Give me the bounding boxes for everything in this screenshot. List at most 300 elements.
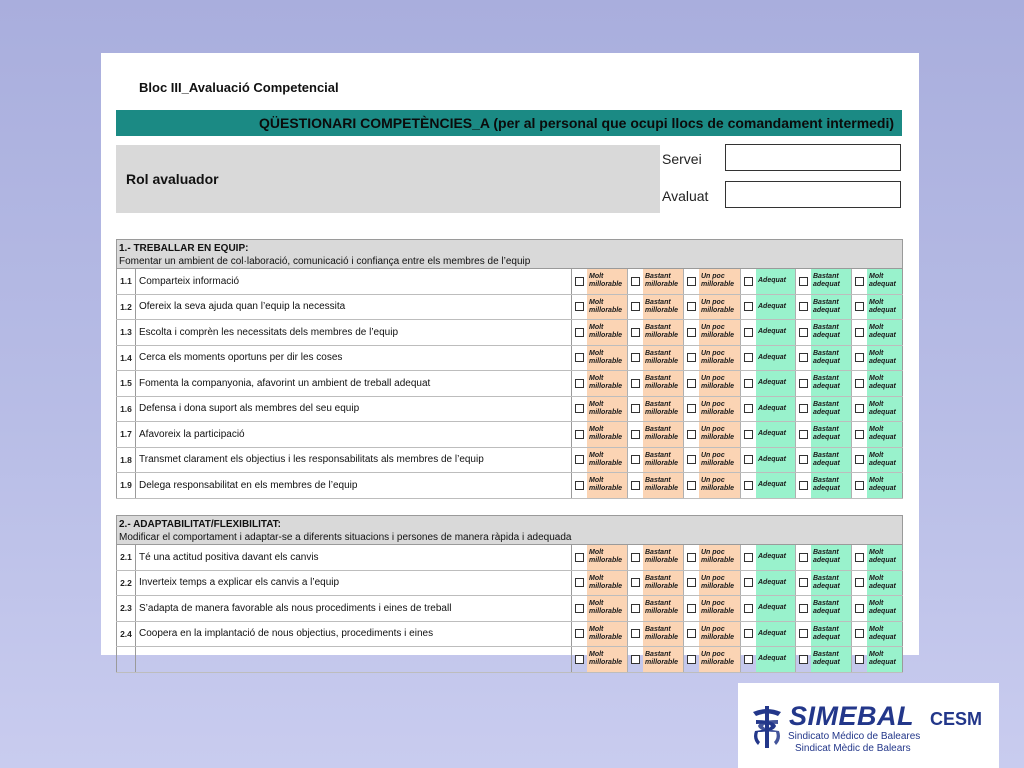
rating-option [684,371,741,396]
rating-option [628,571,684,596]
rating-label: Un poc millorable [699,622,740,647]
rating-label: Bastant millorable [643,320,683,345]
rating-checkbox[interactable] [631,302,640,311]
rating-checkbox[interactable] [855,604,864,613]
rating-checkbox[interactable] [687,404,696,413]
rating-option [741,397,796,422]
rating-option [852,473,903,498]
rating-option [628,346,684,371]
rating-label: Molt millorable [587,622,627,647]
rating-checkbox[interactable] [744,430,753,439]
rating-option [741,571,796,596]
rating-label: Bastant millorable [643,448,683,473]
rating-option [572,448,628,473]
rating-label: Bastant millorable [643,596,683,621]
rating-option [796,596,852,621]
rating-checkbox[interactable] [631,404,640,413]
rating-label: Adequat [756,422,795,447]
rating-option [628,622,684,647]
rating-option [628,371,684,396]
rating-option [684,473,741,498]
rating-checkbox[interactable] [631,277,640,286]
rating-label: Bastant millorable [643,269,683,294]
rating-option [796,473,852,498]
rating-option [852,622,903,647]
rating-checkbox[interactable] [855,379,864,388]
rating-checkbox[interactable] [575,604,584,613]
rating-checkbox[interactable] [575,302,584,311]
rating-label: Bastant adequat [811,269,851,294]
rating-checkbox[interactable] [575,481,584,490]
rating-label: Adequat [756,596,795,621]
rating-label: Molt adequat [867,448,902,473]
rating-checkbox[interactable] [687,629,696,638]
rating-checkbox[interactable] [631,328,640,337]
caduceus-icon [750,704,784,750]
logo-name: SIMEBAL [789,701,914,731]
rating-checkbox[interactable] [855,302,864,311]
rating-checkbox[interactable] [575,430,584,439]
rating-checkbox[interactable] [687,455,696,464]
section-header [116,239,903,269]
rating-label: Un poc millorable [699,295,740,320]
rating-option [684,545,741,570]
rating-label: Molt adequat [867,295,902,320]
rating-label: Molt millorable [587,571,627,596]
rating-option [796,448,852,473]
rating-label: Molt millorable [587,295,627,320]
rating-label: Adequat [756,545,795,570]
rating-option [741,320,796,345]
rating-option [796,545,852,570]
rating-checkbox[interactable] [744,578,753,587]
rating-option [741,596,796,621]
question-text: Comparteix informació [136,269,572,294]
rating-option [572,397,628,422]
rating-label: Bastant adequat [811,622,851,647]
rating-checkbox[interactable] [799,379,808,388]
rating-checkbox[interactable] [744,302,753,311]
rating-option [852,571,903,596]
rating-option [628,545,684,570]
rating-option [572,622,628,647]
rating-label: Un poc millorable [699,473,740,498]
rating-option [684,397,741,422]
rating-checkbox[interactable] [575,455,584,464]
questionnaire-title: QÜESTIONARI COMPETÈNCIES_A (per al personal que ocupi llocs de comandament intermedi) [116,110,902,136]
rating-option [684,320,741,345]
rating-option [572,473,628,498]
section-subtitle: Modificar el comportament i adaptar-se a diferents situacions i persones de manera ràpida i adequada [119,532,572,543]
rating-checkbox[interactable] [855,353,864,362]
rating-checkbox[interactable] [631,604,640,613]
rating-checkbox[interactable] [687,277,696,286]
rating-option [796,295,852,320]
question-row [116,473,903,499]
servei-label: Servei [662,151,702,167]
rating-checkbox[interactable] [799,578,808,587]
rating-option [796,346,852,371]
avaluat-label: Avaluat [662,188,709,204]
rating-label: Un poc millorable [699,397,740,422]
question-number: 1.8 [116,448,136,473]
rating-option [628,448,684,473]
rating-label: Bastant adequat [811,295,851,320]
question-text: Cerca els moments oportuns per dir les coses [136,346,572,371]
rating-checkbox[interactable] [799,604,808,613]
rating-label: Bastant adequat [811,545,851,570]
question-text: Transmet clarament els objectius i les responsabilitats als membres de l’equip [136,448,572,473]
rating-checkbox[interactable] [575,553,584,562]
rating-option [628,422,684,447]
rating-label: Molt millorable [587,473,627,498]
section-adaptabilitat [116,515,903,673]
rating-label: Bastant millorable [643,647,683,672]
rating-checkbox[interactable] [855,328,864,337]
rating-label: Bastant adequat [811,346,851,371]
questionnaire-sheet [101,53,919,667]
rating-checkbox[interactable] [631,655,640,664]
rating-label: Molt adequat [867,622,902,647]
rating-checkbox[interactable] [744,379,753,388]
rating-checkbox[interactable] [744,553,753,562]
rating-checkbox[interactable] [799,430,808,439]
rating-option [572,647,628,672]
question-row [116,448,903,474]
section-title: 1.- TREBALLAR EN EQUIP: [119,243,249,254]
question-number: 1.5 [116,371,136,396]
question-text: Coopera en la implantació de nous objectius, procediments i eines [136,622,572,647]
rating-label: Molt millorable [587,320,627,345]
question-text [136,647,572,672]
rating-option [796,622,852,647]
rating-option [572,371,628,396]
rating-label: Molt adequat [867,320,902,345]
rating-label: Un poc millorable [699,320,740,345]
question-row [116,545,903,571]
question-row [116,622,903,648]
rating-label: Adequat [756,473,795,498]
question-number: 2.1 [116,545,136,570]
rating-checkbox[interactable] [687,328,696,337]
rating-label: Adequat [756,295,795,320]
section-treballar-en-equip [116,239,903,499]
rol-avaluador-label: Rol avaluador [116,145,660,213]
rating-checkbox[interactable] [855,578,864,587]
rating-label: Un poc millorable [699,269,740,294]
rating-checkbox[interactable] [575,404,584,413]
question-number: 2.3 [116,596,136,621]
rating-option [852,320,903,345]
rating-checkbox[interactable] [744,455,753,464]
rating-option [572,320,628,345]
rating-checkbox[interactable] [855,629,864,638]
rating-option [796,371,852,396]
rating-label: Molt millorable [587,647,627,672]
rating-label: Molt millorable [587,596,627,621]
rating-checkbox[interactable] [799,404,808,413]
rating-option [684,448,741,473]
rating-label: Molt adequat [867,473,902,498]
rating-option [572,596,628,621]
rating-option [796,422,852,447]
rating-label: Bastant millorable [643,422,683,447]
rating-checkbox[interactable] [575,353,584,362]
rating-checkbox[interactable] [687,379,696,388]
rating-label: Bastant adequat [811,571,851,596]
rating-label: Bastant millorable [643,295,683,320]
rating-label: Adequat [756,397,795,422]
rating-label: Un poc millorable [699,596,740,621]
rating-option [796,320,852,345]
rating-label: Molt millorable [587,346,627,371]
rating-option [572,571,628,596]
rating-label: Bastant millorable [643,473,683,498]
rating-label: Molt adequat [867,346,902,371]
question-row [116,346,903,372]
rating-label: Molt adequat [867,371,902,396]
rating-label: Molt adequat [867,596,902,621]
rating-label: Un poc millorable [699,346,740,371]
rating-label: Un poc millorable [699,422,740,447]
rating-checkbox[interactable] [631,578,640,587]
rating-checkbox[interactable] [855,404,864,413]
rating-option [572,346,628,371]
rating-checkbox[interactable] [575,655,584,664]
rating-option [852,545,903,570]
rating-checkbox[interactable] [855,553,864,562]
rating-label: Bastant millorable [643,545,683,570]
rating-checkbox[interactable] [855,655,864,664]
rating-checkbox[interactable] [687,604,696,613]
logo-line-1: Sindicato Médico de Baleares [788,731,921,742]
question-text: Defensa i dona suport als membres del seu equip [136,397,572,422]
rating-option [741,545,796,570]
rating-option [852,596,903,621]
rating-label: Molt adequat [867,571,902,596]
rating-option [684,346,741,371]
rating-option [572,422,628,447]
rating-checkbox[interactable] [744,629,753,638]
question-number: 1.4 [116,346,136,371]
rating-checkbox[interactable] [631,629,640,638]
rating-checkbox[interactable] [799,302,808,311]
rating-checkbox[interactable] [575,277,584,286]
rating-checkbox[interactable] [575,578,584,587]
rating-option [852,422,903,447]
rating-label: Adequat [756,269,795,294]
rating-option [628,320,684,345]
question-number: 1.2 [116,295,136,320]
rating-option [796,269,852,294]
rating-checkbox[interactable] [744,604,753,613]
rating-checkbox[interactable] [744,481,753,490]
rating-option [684,622,741,647]
question-text: Ofereix la seva ajuda quan l’equip la necessita [136,295,572,320]
rating-checkbox[interactable] [575,379,584,388]
servei-field[interactable] [725,144,901,171]
question-text: Inverteix temps a explicar els canvis a l’equip [136,571,572,596]
rating-label: Adequat [756,371,795,396]
question-row [116,422,903,448]
rating-checkbox[interactable] [631,553,640,562]
question-row [116,320,903,346]
rating-checkbox[interactable] [799,655,808,664]
rating-checkbox[interactable] [575,328,584,337]
rating-label: Bastant adequat [811,397,851,422]
rating-option [852,269,903,294]
rating-label: Bastant millorable [643,346,683,371]
rating-checkbox[interactable] [744,353,753,362]
simebal-logo [738,683,999,768]
rating-checkbox[interactable] [855,430,864,439]
question-number: 1.6 [116,397,136,422]
rating-option [684,647,741,672]
question-text: Delega responsabilitat en els membres de l’equip [136,473,572,498]
rating-label: Adequat [756,346,795,371]
rating-checkbox[interactable] [687,553,696,562]
rating-option [628,596,684,621]
section-header [116,515,903,545]
rating-label: Bastant millorable [643,371,683,396]
rating-label: Bastant adequat [811,473,851,498]
rating-checkbox[interactable] [855,455,864,464]
rating-label: Molt adequat [867,397,902,422]
rating-checkbox[interactable] [855,481,864,490]
rating-checkbox[interactable] [687,353,696,362]
rating-label: Adequat [756,448,795,473]
rating-option [572,269,628,294]
rating-label: Bastant millorable [643,397,683,422]
rating-label: Adequat [756,622,795,647]
avaluat-field[interactable] [725,181,901,208]
question-text: S’adapta de manera favorable als nous procediments i eines de treball [136,596,572,621]
rating-checkbox[interactable] [744,277,753,286]
rating-checkbox[interactable] [799,353,808,362]
rating-option [684,596,741,621]
question-row [116,295,903,321]
rating-option [852,397,903,422]
rating-option [684,295,741,320]
rating-checkbox[interactable] [799,481,808,490]
rating-checkbox[interactable] [855,277,864,286]
question-text: Té una actitud positiva davant els canvis [136,545,572,570]
rating-checkbox[interactable] [687,302,696,311]
rating-option [684,571,741,596]
rating-option [741,647,796,672]
rating-option [741,622,796,647]
rating-checkbox[interactable] [687,430,696,439]
rating-option [628,269,684,294]
rating-label: Molt millorable [587,448,627,473]
question-number: 1.7 [116,422,136,447]
rating-checkbox[interactable] [799,553,808,562]
rating-label: Un poc millorable [699,371,740,396]
rating-checkbox[interactable] [631,455,640,464]
rating-label: Molt millorable [587,545,627,570]
rating-label: Bastant adequat [811,371,851,396]
rating-checkbox[interactable] [575,629,584,638]
rating-label: Un poc millorable [699,647,740,672]
rating-option [852,371,903,396]
rating-checkbox[interactable] [799,629,808,638]
question-row [116,397,903,423]
logo-cesm: CESM [930,709,983,729]
question-number [116,647,136,672]
rating-option [741,473,796,498]
rating-option [852,647,903,672]
rating-label: Adequat [756,647,795,672]
question-number: 2.4 [116,622,136,647]
rating-option [741,422,796,447]
rating-label: Molt adequat [867,269,902,294]
rating-option [796,571,852,596]
rating-checkbox[interactable] [799,277,808,286]
rating-label: Un poc millorable [699,571,740,596]
rating-option [741,371,796,396]
rating-checkbox[interactable] [631,430,640,439]
rating-label: Bastant adequat [811,448,851,473]
rating-option [741,448,796,473]
rating-label: Bastant millorable [643,622,683,647]
question-row [116,647,903,673]
rating-label: Bastant adequat [811,647,851,672]
question-number: 2.2 [116,571,136,596]
rating-checkbox[interactable] [687,655,696,664]
rating-checkbox[interactable] [687,481,696,490]
question-number: 1.9 [116,473,136,498]
rating-checkbox[interactable] [687,578,696,587]
rating-checkbox[interactable] [799,328,808,337]
rating-checkbox[interactable] [744,328,753,337]
rating-label: Bastant millorable [643,571,683,596]
rating-label: Un poc millorable [699,545,740,570]
question-number: 1.1 [116,269,136,294]
rating-checkbox[interactable] [631,353,640,362]
question-number: 1.3 [116,320,136,345]
rating-checkbox[interactable] [744,404,753,413]
rating-label: Un poc millorable [699,448,740,473]
rating-checkbox[interactable] [799,455,808,464]
section-title: 2.- ADAPTABILITAT/FLEXIBILITAT: [119,519,282,530]
rating-label: Molt millorable [587,371,627,396]
rating-label: Molt adequat [867,545,902,570]
rating-label: Molt millorable [587,397,627,422]
rating-checkbox[interactable] [631,379,640,388]
question-row [116,571,903,597]
rating-label: Molt millorable [587,269,627,294]
rating-option [741,269,796,294]
rating-option [852,295,903,320]
question-text: Escolta i comprèn les necessitats dels membres de l’equip [136,320,572,345]
question-text: Afavoreix la participació [136,422,572,447]
rating-label: Adequat [756,571,795,596]
rating-checkbox[interactable] [631,481,640,490]
rating-label: Bastant adequat [811,596,851,621]
rating-option [628,647,684,672]
rating-option [684,269,741,294]
rating-label: Molt millorable [587,422,627,447]
rating-option [796,647,852,672]
rating-checkbox[interactable] [744,655,753,664]
rating-label: Adequat [756,320,795,345]
rating-label: Molt adequat [867,647,902,672]
bloc-title: Bloc III_Avaluació Competencial [139,80,339,95]
question-row [116,596,903,622]
rating-option [796,397,852,422]
rating-label: Bastant adequat [811,320,851,345]
rating-option [572,295,628,320]
